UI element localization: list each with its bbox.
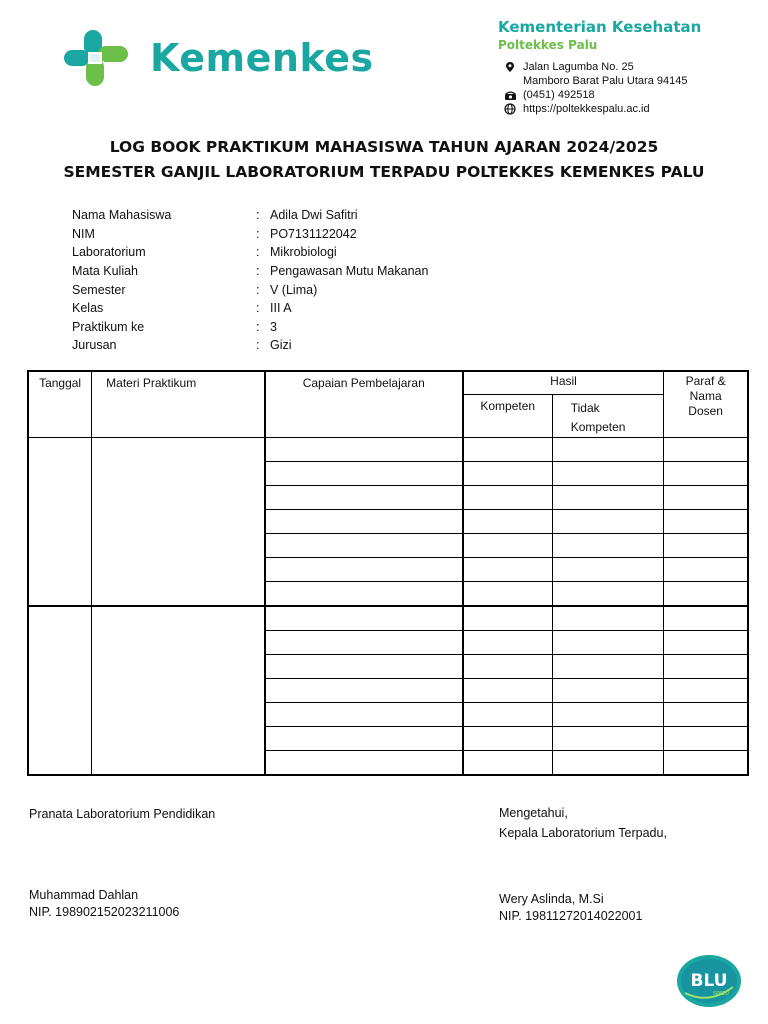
info-row-major: Jurusan : Gizi [72, 338, 292, 353]
paraf-cell[interactable] [664, 486, 748, 510]
kompeten-cell[interactable] [463, 727, 552, 751]
lab-value: Mikrobiologi [270, 245, 337, 260]
kompeten-cell[interactable] [463, 510, 552, 534]
paraf-cell[interactable] [664, 703, 748, 727]
paraf-cell[interactable] [664, 558, 748, 582]
capaian-cell[interactable] [265, 751, 463, 776]
phone-icon [502, 88, 518, 102]
semester-value: V (Lima) [270, 282, 318, 297]
student-info [72, 206, 428, 355]
header-capaian: Capaian Pembelajaran [265, 371, 463, 438]
tidak-kompeten-cell[interactable] [552, 462, 664, 486]
tidak-kompeten-cell[interactable] [552, 486, 664, 510]
capaian-cell[interactable] [265, 534, 463, 558]
paraf-cell[interactable] [664, 655, 748, 679]
header-tanggal: Tanggal [28, 371, 92, 438]
capaian-cell[interactable] [265, 655, 463, 679]
info-row-course: Mata Kuliah : Pengawasan Mutu Makanan [72, 264, 429, 279]
left-signer-nip: NIP. 198902152023211006 [29, 905, 180, 919]
info-row-name: Nama Mahasiswa : Adila Dwi Safitri [72, 208, 358, 223]
left-signer-name: Muhammad Dahlan [29, 888, 139, 902]
major-value: Gizi [270, 338, 292, 353]
address-line-2: Mamboro Barat Palu Utara 94145 [523, 75, 688, 87]
location-pin-icon [502, 60, 518, 74]
paraf-cell[interactable] [664, 679, 748, 703]
kompeten-cell[interactable] [463, 486, 552, 510]
tidak-kompeten-cell[interactable] [552, 534, 664, 558]
contact-block [502, 60, 687, 116]
tidak-kompeten-cell[interactable] [552, 582, 664, 607]
capaian-cell[interactable] [265, 486, 463, 510]
table-row [28, 438, 748, 462]
info-row-class: Kelas : III A [72, 301, 292, 316]
tidak-kompeten-cell[interactable] [552, 655, 664, 679]
materi-cell[interactable] [92, 438, 265, 607]
tidak-kompeten-cell[interactable] [552, 606, 664, 631]
left-signer-role: Pranata Laboratorium Pendidikan [29, 807, 216, 821]
capaian-cell[interactable] [265, 438, 463, 462]
tidak-kompeten-cell[interactable] [552, 679, 664, 703]
blu-logo-subtext: SPEED [712, 991, 730, 997]
tidak-kompeten-cell[interactable] [552, 727, 664, 751]
paraf-cell[interactable] [664, 534, 748, 558]
paraf-cell[interactable] [664, 462, 748, 486]
capaian-cell[interactable] [265, 703, 463, 727]
tanggal-cell[interactable] [28, 606, 92, 775]
course-value: Pengawasan Mutu Makanan [270, 264, 429, 279]
header-tidak-kompeten: Tidak Kompeten [552, 395, 664, 438]
materi-cell[interactable] [92, 606, 265, 775]
header-paraf: Paraf & Nama Dosen [664, 371, 748, 438]
tidak-kompeten-cell[interactable] [552, 558, 664, 582]
kompeten-cell[interactable] [463, 751, 552, 776]
class-value: III A [270, 301, 292, 316]
logbook-table [27, 370, 749, 776]
tidak-kompeten-cell[interactable] [552, 751, 664, 776]
institution-name: Poltekkes Palu [498, 38, 598, 52]
kompeten-cell[interactable] [463, 703, 552, 727]
table-header-row [28, 371, 748, 395]
paraf-cell[interactable] [664, 727, 748, 751]
header-materi: Materi Praktikum [92, 371, 265, 438]
acknowledgement-label: Mengetahui, [499, 806, 568, 820]
right-signer [499, 891, 642, 925]
right-signer-nip: NIP. 19811272014022001 [499, 909, 643, 923]
capaian-cell[interactable] [265, 727, 463, 751]
kemenkes-logo-icon [62, 28, 134, 88]
capaian-cell[interactable] [265, 631, 463, 655]
globe-icon [502, 102, 518, 116]
website-link[interactable]: https://poltekkespalu.ac.id [523, 103, 650, 115]
info-row-semester: Semester : V (Lima) [72, 282, 318, 297]
brand-wordmark: Kemenkes [150, 36, 374, 80]
phone-number: (0451) 492518 [523, 89, 595, 101]
kompeten-cell[interactable] [463, 582, 552, 607]
right-signer-name: Wery Aslinda, M.Si [499, 892, 604, 906]
info-row-lab: Laboratorium : Mikrobiologi [72, 245, 337, 260]
header-kompeten: Kompeten [463, 395, 552, 438]
info-row-practicum: Praktikum ke : 3 [72, 319, 277, 334]
kompeten-cell[interactable] [463, 679, 552, 703]
blu-logo-text: BLU [690, 971, 728, 991]
tidak-kompeten-cell[interactable] [552, 510, 664, 534]
kompeten-cell[interactable] [463, 534, 552, 558]
left-signer [29, 887, 179, 921]
capaian-cell[interactable] [265, 582, 463, 607]
right-signer-role: Kepala Laboratorium Terpadu, [499, 826, 667, 840]
kompeten-cell[interactable] [463, 438, 552, 462]
header-hasil: Hasil [463, 371, 664, 395]
practicum-value: 3 [270, 319, 277, 334]
kompeten-cell[interactable] [463, 631, 552, 655]
blu-speed-logo-icon [675, 953, 743, 1009]
capaian-cell[interactable] [265, 606, 463, 631]
tanggal-cell[interactable] [28, 438, 92, 607]
capaian-cell[interactable] [265, 558, 463, 582]
kompeten-cell[interactable] [463, 655, 552, 679]
tidak-kompeten-cell[interactable] [552, 631, 664, 655]
paraf-cell[interactable] [664, 582, 748, 607]
document-title: LOG BOOK PRAKTIKUM MAHASISWA TAHUN AJARAN 2024/2025 [109, 138, 659, 156]
capaian-cell[interactable] [265, 510, 463, 534]
capaian-cell[interactable] [265, 462, 463, 486]
document-subtitle: SEMESTER GANJIL LABORATORIUM TERPADU POLTEKKES KEMENKES PALU [63, 163, 705, 181]
kompeten-cell[interactable] [463, 462, 552, 486]
kompeten-cell[interactable] [463, 558, 552, 582]
address-line-1: Jalan Lagumba No. 25 [523, 61, 634, 73]
paraf-cell[interactable] [664, 751, 748, 776]
table-row [28, 606, 748, 631]
paraf-cell[interactable] [664, 606, 748, 631]
student-name-value: Adila Dwi Safitri [270, 208, 358, 223]
ministry-name: Kementerian Kesehatan [498, 18, 702, 36]
tidak-kompeten-cell[interactable] [552, 703, 664, 727]
paraf-cell[interactable] [664, 510, 748, 534]
info-row-nim: NIM : PO7131122042 [72, 226, 357, 241]
paraf-cell[interactable] [664, 631, 748, 655]
tidak-kompeten-cell[interactable] [552, 438, 664, 462]
kompeten-cell[interactable] [463, 606, 552, 631]
capaian-cell[interactable] [265, 679, 463, 703]
paraf-cell[interactable] [664, 438, 748, 462]
nim-value: PO7131122042 [270, 226, 357, 241]
